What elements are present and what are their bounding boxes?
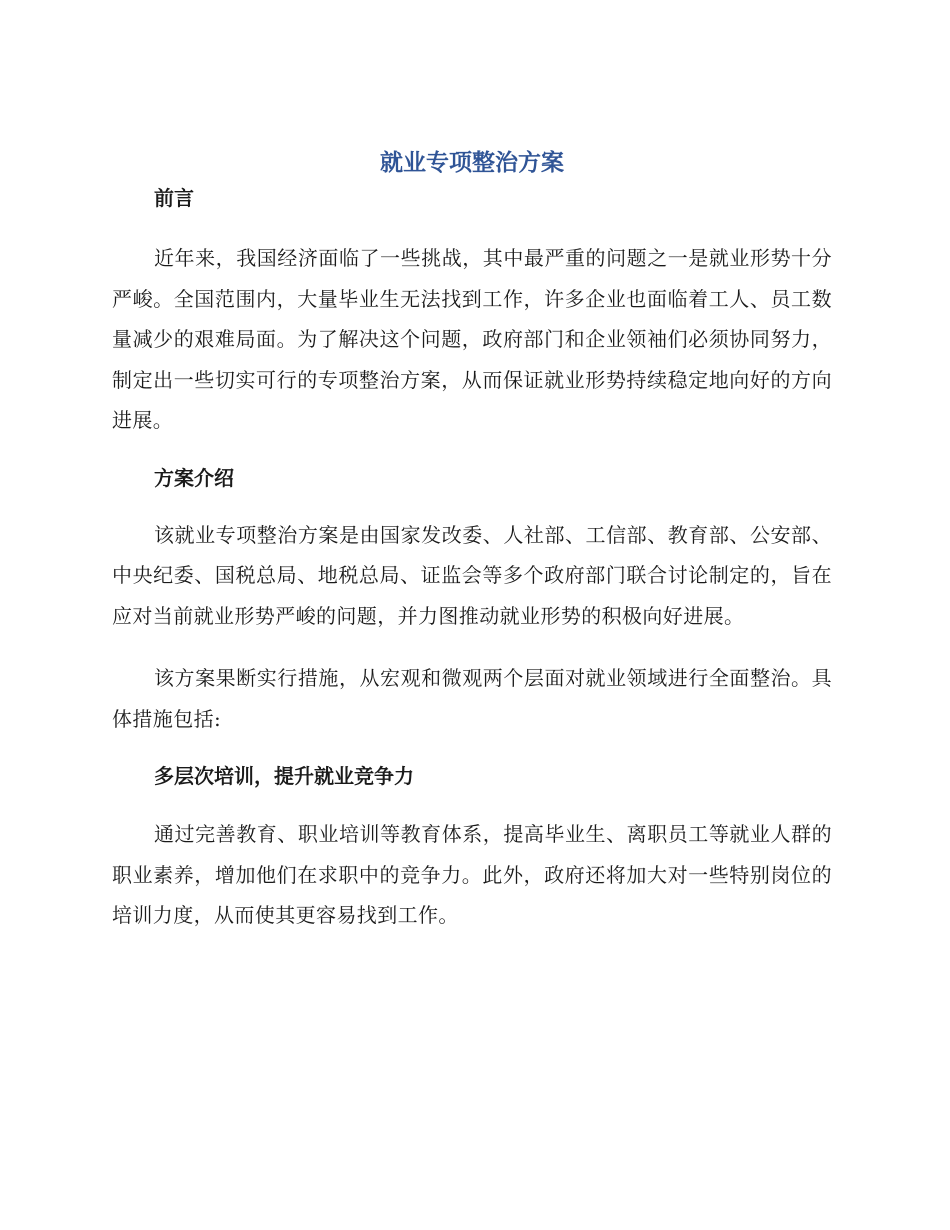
section-heading-preface: 前言 (154, 186, 194, 210)
plan-intro-paragraph-1: 该就业专项整治方案是由国家发改委、人社部、工信部、教育部、公安部、中央纪委、国税总局、地税总局、证监会等多个政府部门联合讨论制定的，旨在应对当前就业形势严峻的问题，并力图推动就业形势的积极向好进展。 (112, 522, 832, 628)
document-page (112, 140, 832, 936)
section-heading-training: 多层次培训，提升就业竞争力 (154, 764, 414, 788)
training-paragraph: 通过完善教育、职业培训等教育体系，提高毕业生、离职员工等就业人群的职业素养，增加他们在求职中的竞争力。此外，政府还将加大对一些特别岗位的培训力度，从而使其更容易找到工作。 (112, 822, 832, 927)
section-heading-plan-intro: 方案介绍 (154, 465, 234, 490)
document-title: 就业专项整治方案 (380, 150, 564, 176)
plan-intro-paragraph-2: 该方案果断实行措施，从宏观和微观两个层面对就业领域进行全面整治。具体措施包括: (112, 666, 832, 731)
preface-paragraph: 近年来，我国经济面临了一些挑战，其中最严重的问题之一是就业形势十分严峻。全国范围内，大量毕业生无法找到工作，许多企业也面临着工人、员工数量减少的艰难局面。为了解决这个问题，政府部门和企业领袖们必须协同努力，制定出一些切实可行的专项整治方案，从而保证就业形势持续稳定地向好的方向进展。 (112, 246, 832, 432)
